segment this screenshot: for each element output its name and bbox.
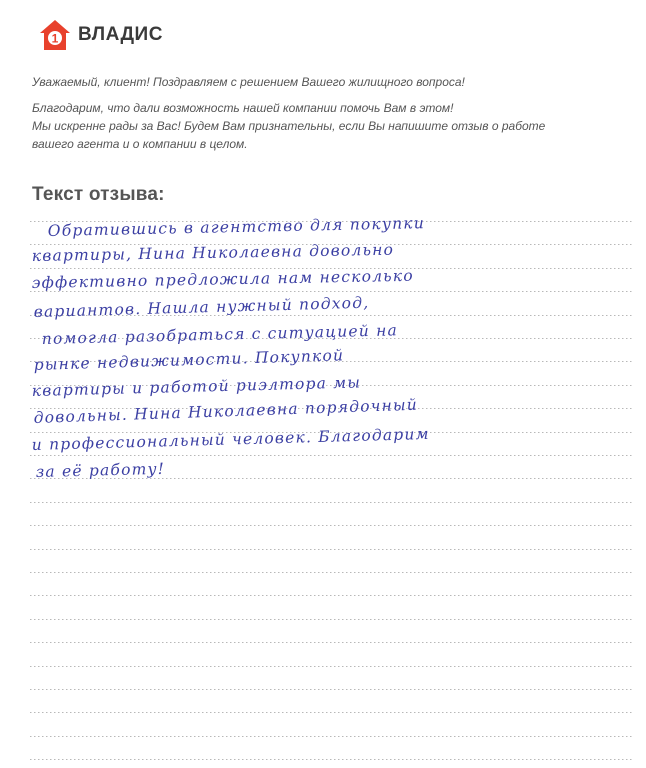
review-line: эффективно предложила нам несколько xyxy=(31,266,414,292)
review-line: квартиры и работой риэлтора мы xyxy=(31,373,362,400)
review-line: и профессиональный человек. Благодарим xyxy=(31,424,430,454)
logo-digit: 1 xyxy=(51,31,59,46)
intro-greeting: Уважаемый, клиент! Поздравляем с решением Вашего жилищного вопроса! xyxy=(32,75,465,89)
review-title: Текст отзыва: xyxy=(32,184,165,205)
review-text[interactable] xyxy=(30,0,634,768)
intro-request-end: вашего агента и о компании в целом. xyxy=(32,137,248,151)
review-line: помогла разобраться с ситуацией на xyxy=(41,321,399,348)
review-line: довольны. Нина Николаевна порядочный xyxy=(33,395,419,427)
brand-name: ВЛАДИС xyxy=(78,24,163,45)
review-line: вариантов. Нашла нужный подход, xyxy=(33,293,370,321)
review-line: рынке недвижимости. Покупкой xyxy=(33,346,345,374)
intro-request: Мы искренне рады за Вас! Будем Вам признательны, если Вы напишите отзыв о работе xyxy=(32,119,546,133)
review-line: квартиры, Нина Николаевна довольно xyxy=(31,240,395,265)
review-line: за её работу! xyxy=(35,459,166,481)
intro-thanks: Благодарим, что дали возможность нашей компании помочь Вам в этом! xyxy=(32,101,454,115)
review-line: Обратившись в агентство для покупки xyxy=(47,214,426,240)
